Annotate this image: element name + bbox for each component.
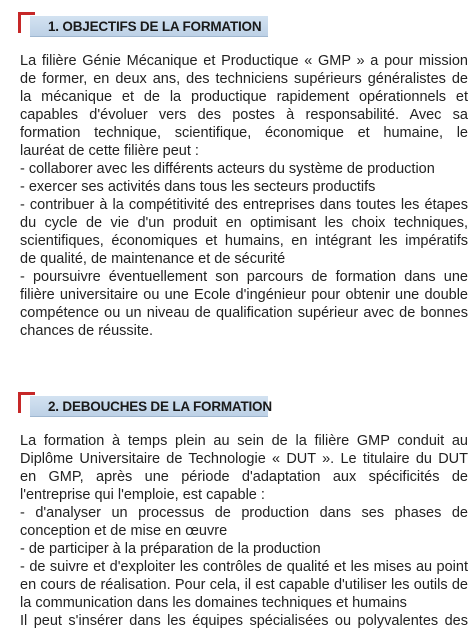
text-line: - collaborer avec les différents acteurs du système de production [20,161,435,177]
text-line: formation technique, scientifique, économique et humaine, le [20,125,468,141]
text-line: en GMP, après une période d'adaptation aux spécificités de [20,469,468,485]
text-line: Diplôme Universitaire de Technologie « DUT ». Le titulaire du DUT [20,451,468,467]
text-line: - poursuivre éventuellement son parcours de formation dans une [20,269,468,285]
text-line: Il peut s'insérer dans les équipes spécialisées ou polyvalentes des [20,613,468,629]
section-heading-debouches [18,392,270,416]
section-title: 2. DEBOUCHES DE LA FORMATION [48,399,272,414]
text-line: - d'analyser un processus de production dans ses phases de [20,505,468,521]
text-line: la communication dans les domaines techniques et humains [20,595,407,611]
debouches-paragraph [20,432,468,630]
text-line: en cours de réalisation. Pour cela, il est capable d'utiliser les outils de [20,577,468,593]
text-line: La filière Génie Mécanique et Productique « GMP » a pour mission [20,53,468,69]
text-line: La formation à temps plein au sein de la filière GMP conduit au [20,433,468,449]
text-line: compétence ou un niveau de qualification supérieur avec de bonnes [20,305,468,321]
text-line: l'entreprise qui l'emploie, est capable : [20,487,265,503]
text-line: capables d'évoluer vers des postes à responsabilité. Avec sa [20,107,468,123]
text-line: - de participer à la préparation de la production [20,541,321,557]
text-line: conception et de mise en œuvre [20,523,228,539]
text-line: - contribuer à la compétitivité des entreprises dans toutes les étapes [20,197,468,213]
text-line: la mécanique et de la productique rapidement opérationnels et [20,89,468,105]
text-line: - exercer ses activités dans tous les secteurs productifs [20,179,376,195]
section-title: 1. OBJECTIFS DE LA FORMATION [48,19,262,34]
text-line: filière universitaire ou une Ecole d'ingénieur pour obtenir une double [20,287,468,303]
text-line: de former, en deux ans, des techniciens supérieurs généralistes de [20,71,468,87]
text-line: du cycle de vie d'un produit en optimisant les choix techniques, [20,215,468,231]
text-line: lauréat de cette filière peut : [20,143,199,159]
text-line: scientifiques, économiques et humains, en intégrant les impératifs [20,233,468,249]
section-heading-objectifs [18,12,270,36]
objectifs-paragraph [20,52,468,340]
text-line: - de suivre et d'exploiter les contrôles de qualité et les mises au point [20,559,468,575]
text-line: de qualité, de maintenance et de sécurité [20,251,286,267]
text-line: chances de réussite. [20,323,153,339]
